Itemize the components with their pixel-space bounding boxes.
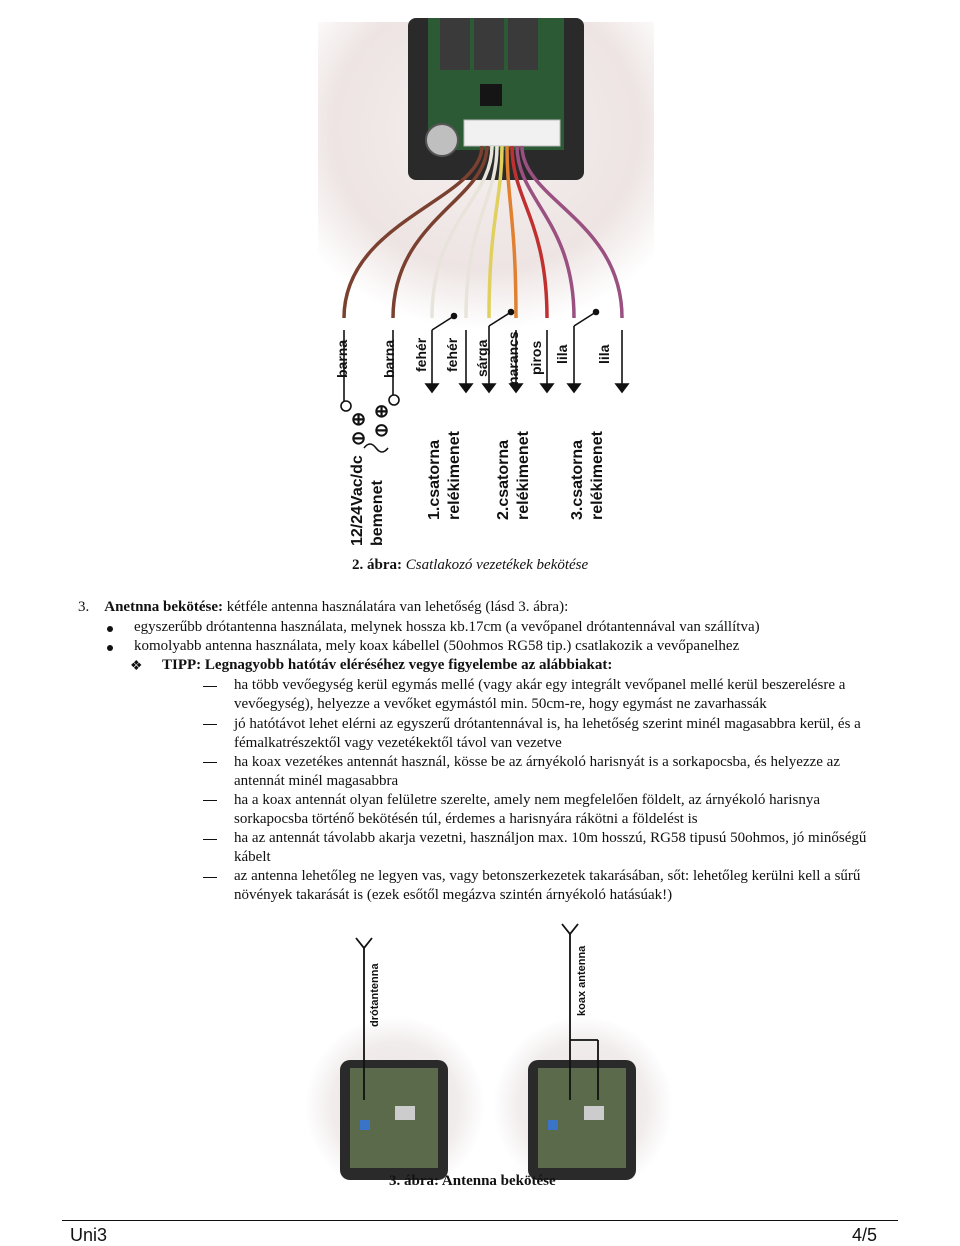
section3-heading-line: 3. Anetnna bekötése: kétféle antenna használatára van lehetőség (lásd 3. ábra): <box>78 599 569 615</box>
tip-item: ha koax vezetékes antennát használ, kösse be az árnyékoló harisnyát is a sorkapocsba, és helyezze az antennát minél magasabbra <box>234 754 840 789</box>
label-relay-3: 3.csatorna relékimenet <box>569 431 606 520</box>
label-koax-antenna: koax antenna <box>576 945 588 1016</box>
tip-item: az antenna lehetőleg ne legyen vas, vagy betonszerkezetek takarásában, sőt: lehetőleg kerülni kell a sűrű növények takarását is (ezek esőtől megázva szintén árnyékoló hatásúak!) <box>234 868 861 903</box>
tip-item: jó hatótávot lehet elérni az egyszerű drótantennával is, ha lehetőség szerint minél magasabbra kerül, és a fémalkatrészektől vagy vezetékektől távol van vezetve <box>234 716 861 751</box>
antenna-symbol-icon <box>562 924 578 934</box>
dash-bullet-icon <box>203 724 217 725</box>
figure3-photo <box>0 920 960 1180</box>
antenna-symbol-icon <box>356 938 372 948</box>
label-relay-1: 1.csatorna relékimenet <box>426 431 463 520</box>
bullet-item: egyszerűbb drótantenna használata, melynek hossza kb.17cm (a vevőpanel drótantennával van szállítva) <box>134 619 760 635</box>
wire-label-sarga: sárga <box>474 339 490 377</box>
wire-label-piros: piros <box>528 340 544 375</box>
wire-label-feher-1: fehér <box>413 337 429 372</box>
svg-text:⊕: ⊕ <box>351 409 367 429</box>
figure2-caption: 2. ábra: Csatlakozó vezetékek bekötése <box>352 557 589 573</box>
wire-label-barna-1: barna <box>334 339 350 378</box>
label-relay-2: 2.csatorna relékimenet <box>495 431 532 520</box>
capacitor <box>426 124 458 156</box>
footer-rule <box>62 1220 898 1221</box>
bullet-item: komolyabb antenna használata, mely koax kábellel (50ohmos RG58 tip.) csatlakozik a vevőpanelhez <box>134 638 740 654</box>
svg-text:⊕: ⊕ <box>374 401 390 421</box>
wire-label-narancs: narancs <box>505 331 521 385</box>
terminal-connector <box>464 120 560 146</box>
figure2-photo <box>0 0 960 560</box>
wire-label-lila-2: lila <box>596 344 612 364</box>
plus-minus-icons <box>351 401 389 448</box>
ac-tilde-icon <box>364 444 388 452</box>
diamond-bullet-icon: ❖ <box>130 657 143 673</box>
bullet-dot-icon <box>107 645 113 651</box>
tip-item: ha a koax antennát olyan felületre szerelte, amely nem megfelelően földelt, az árnyékoló harisnya sorkapocsba történő bekötésén túl, érdemes a harisnyára rákötni a földelést is <box>234 792 820 827</box>
dash-bullet-icon <box>203 686 217 687</box>
dash-bullet-icon <box>203 762 217 763</box>
tip-item: ha az antennát távolabb akarja vezetni, használjon max. 10m hosszú, RG58 tipusú 50ohmos, jó minőségű kábelt <box>234 830 867 865</box>
dash-bullet-icon <box>203 839 217 840</box>
tip-heading: TIPP: Legnagyobb hatótáv eléréséhez vegye figyelembe az alábbiakat: <box>162 657 613 673</box>
footer-doc-name: Uni3 <box>70 1225 108 1245</box>
wire-label-feher-2: fehér <box>444 337 460 372</box>
wire-label-lila-1: lila <box>554 344 570 364</box>
bullet-dot-icon <box>107 626 113 632</box>
dash-bullet-icon <box>203 800 217 801</box>
dash-bullet-icon <box>203 877 217 878</box>
label-drotantenna: drótantenna <box>369 963 381 1027</box>
figure3-caption: 3. ábra: Antenna bekötése <box>389 1173 556 1189</box>
svg-text:⊖: ⊖ <box>351 428 367 448</box>
page-number: 4/5 <box>852 1225 878 1245</box>
tip-item: ha több vevőegység kerül egymás mellé (vagy akár egy integrált vevőpanel mellé kerül beszerelésre a vevőegység), helyezze a vevőket egymástól min. 50cm-re, hogy egymást ne zavarhassák <box>234 677 846 712</box>
label-supply-input: 12/24Vac/dc bemenet <box>349 455 386 546</box>
wire-label-barna-2: barna <box>381 339 397 378</box>
svg-text:⊖: ⊖ <box>374 420 390 440</box>
